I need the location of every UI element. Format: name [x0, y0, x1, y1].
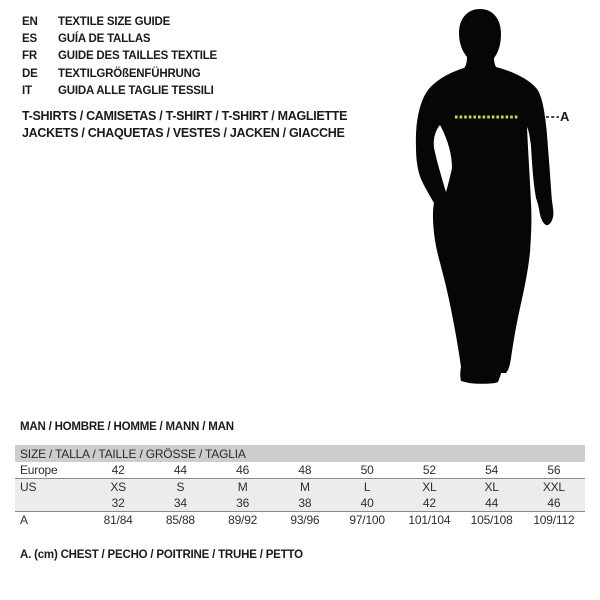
language-label: GUÍA DE TALLAS [58, 33, 151, 46]
category-line-tshirts: T-SHIRTS / CAMISETAS / T-SHIRT / T-SHIRT / MAGLIETTE [22, 109, 348, 123]
language-row-it [22, 83, 217, 100]
language-row-en [22, 13, 217, 30]
man-silhouette-path [416, 9, 554, 384]
category-line-jackets: JACKETS / CHAQUETAS / VESTES / JACKEN / GIACCHE [22, 126, 345, 140]
measure-label-a: A [560, 109, 570, 124]
size-cell: 54 [461, 462, 523, 479]
man-silhouette-figure [400, 0, 600, 400]
table-row-europe [15, 462, 585, 479]
size-cell: M [212, 479, 274, 496]
language-code: IT [22, 85, 32, 98]
language-list [22, 13, 217, 100]
size-cell: 93/96 [290, 513, 320, 527]
language-code: EN [22, 15, 38, 28]
size-cell: 52 [398, 462, 460, 479]
language-label: GUIDA ALLE TAGLIE TESSILI [58, 85, 214, 98]
language-label: TEXTILGRÖßENFÜHRUNG [58, 67, 201, 80]
row-label-blank [15, 495, 87, 512]
row-label-europe: Europe [15, 462, 87, 479]
size-table-header-row [15, 445, 585, 462]
size-table-header: SIZE / TALLA / TAILLE / GRÖSSE / TAGLIA [15, 445, 585, 462]
size-cell: XL [398, 479, 460, 496]
size-cell: 32 [87, 495, 149, 512]
size-cell: XL [461, 479, 523, 496]
size-cell: 56 [523, 462, 585, 479]
size-cell: 109/112 [533, 513, 575, 527]
language-label: TEXTILE SIZE GUIDE [58, 15, 171, 28]
size-cell: XS [87, 479, 149, 496]
size-cell: S [149, 479, 211, 496]
size-cell: XXL [523, 479, 585, 496]
size-cell: 40 [336, 495, 398, 512]
size-cell: 50 [336, 462, 398, 479]
size-cell: 81/84 [103, 513, 133, 527]
size-cell: 44 [461, 495, 523, 512]
size-cell: 48 [274, 462, 336, 479]
size-cell: 38 [274, 495, 336, 512]
language-row-es [22, 30, 217, 47]
footnote-chest: A. (cm) CHEST / PECHO / POITRINE / TRUHE / PETTO [20, 549, 303, 561]
size-cell: 42 [87, 462, 149, 479]
size-cell: M [274, 479, 336, 496]
language-code: DE [22, 67, 38, 80]
size-cell: 101/104 [408, 513, 451, 527]
size-cell: 85/88 [165, 513, 195, 527]
size-cell: 97/100 [349, 513, 385, 527]
size-cell: L [336, 479, 398, 496]
size-cell: 46 [212, 462, 274, 479]
size-cell: 44 [149, 462, 211, 479]
language-row-de [22, 65, 217, 82]
language-code: FR [22, 50, 37, 63]
size-cell: 105/108 [470, 513, 513, 527]
language-label: GUIDE DES TAILLES TEXTILE [58, 50, 217, 63]
language-row-fr [22, 48, 217, 65]
size-cell: 42 [398, 495, 460, 512]
row-label-a: A [20, 513, 28, 527]
man-silhouette-svg [400, 0, 575, 400]
row-label-us: US [15, 479, 87, 496]
category-block [22, 108, 347, 142]
size-cell: 89/92 [228, 513, 258, 527]
table-row-numeric [15, 495, 585, 512]
size-cell: 36 [212, 495, 274, 512]
language-code: ES [22, 33, 37, 46]
size-cell: 46 [523, 495, 585, 512]
size-cell: 34 [149, 495, 211, 512]
table-row-chest-a [15, 512, 585, 529]
section-title-man: MAN / HOMBRE / HOMME / MANN / MAN [20, 421, 234, 433]
size-table [15, 445, 585, 528]
table-row-us [15, 479, 585, 496]
